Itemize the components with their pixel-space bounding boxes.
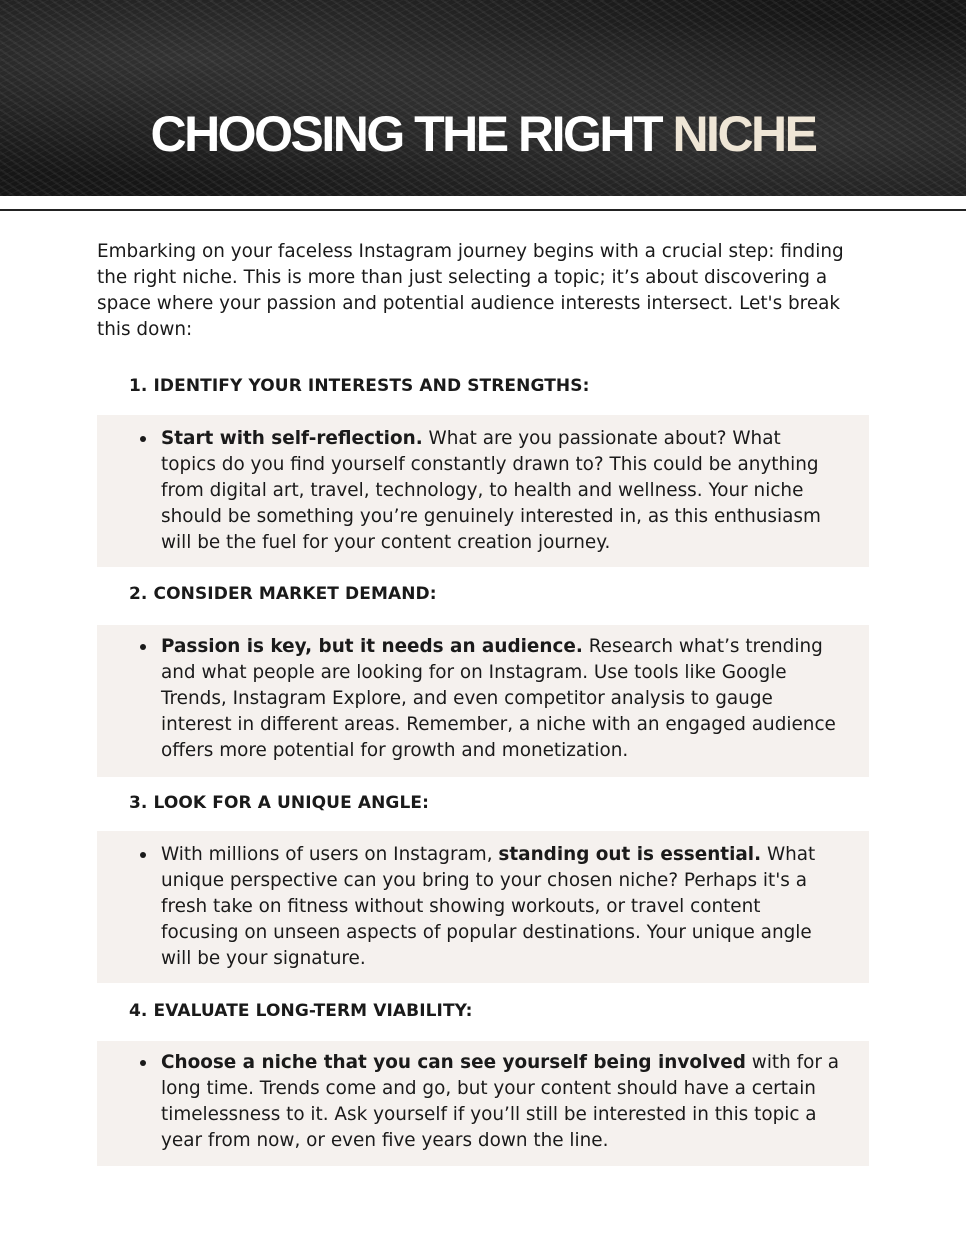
header-banner xyxy=(0,0,966,196)
list-item xyxy=(161,426,841,556)
bullet-icon xyxy=(140,644,146,650)
bold-lead: Choose a niche that you can see yourself being involved xyxy=(161,1052,746,1073)
bullet-icon xyxy=(140,436,146,442)
bullet-icon xyxy=(140,852,146,858)
section-heading-1: 1. IDENTIFY YOUR INTERESTS AND STRENGTHS: xyxy=(129,376,590,396)
section-heading-3: 3. LOOK FOR A UNIQUE ANGLE: xyxy=(129,793,430,813)
bullet-icon xyxy=(140,1060,146,1066)
bold-mid: standing out is essential. xyxy=(498,844,762,865)
title-main: CHOOSING THE RIGHT xyxy=(150,105,662,162)
header-divider xyxy=(0,209,966,211)
section-box-2 xyxy=(97,625,869,777)
bold-lead: Passion is key, but it needs an audience. xyxy=(161,636,583,657)
item-text: with for a long time. Trends come and go, but your content should have a certain timelessness to it. Ask yourself if you’ll still be interested in this topic a year from now, or even five years down the line. xyxy=(161,1052,840,1151)
list-item xyxy=(161,842,841,972)
bold-lead: Start with self-reflection. xyxy=(161,428,423,449)
list-item xyxy=(161,1050,841,1154)
title-accent: NICHE xyxy=(672,105,816,162)
section-heading-4: 4. EVALUATE LONG-TERM VIABILITY: xyxy=(129,1001,473,1021)
section-box-4 xyxy=(97,1041,869,1166)
page-title xyxy=(0,104,966,164)
list-item xyxy=(161,634,841,764)
section-heading-2: 2. CONSIDER MARKET DEMAND: xyxy=(129,584,437,604)
item-text-before: With millions of users on Instagram, xyxy=(161,844,499,865)
item-text-after: What unique perspective can you bring to your chosen niche? Perhaps it's a fresh take on fitness without showing workouts, or travel content focusing on unseen aspects of popular destinations. Your unique angle will be your signature. xyxy=(161,844,816,969)
section-box-1 xyxy=(97,415,869,567)
intro-paragraph: Embarking on your faceless Instagram journey begins with a crucial step: finding the right niche. This is more than just selecting a topic; it’s about discovering a space where your passion and potential audience interests intersect. Let's break this down: xyxy=(97,241,844,340)
section-box-3 xyxy=(97,831,869,983)
item-text: Research what’s trending and what people are looking for on Instagram. Use tools like Google Trends, Instagram Explore, and even competitor analysis to gauge interest in different areas. Remember, a niche with an engaged audience offers more potential for growth and monetization. xyxy=(161,636,836,761)
item-text: What are you passionate about? What topics do you find yourself constantly drawn to? This could be anything from digital art, travel, technology, to health and wellness. Your niche should be something you’re genuinely interested in, as this enthusiasm will be the fuel for your content creation journey. xyxy=(161,428,821,553)
